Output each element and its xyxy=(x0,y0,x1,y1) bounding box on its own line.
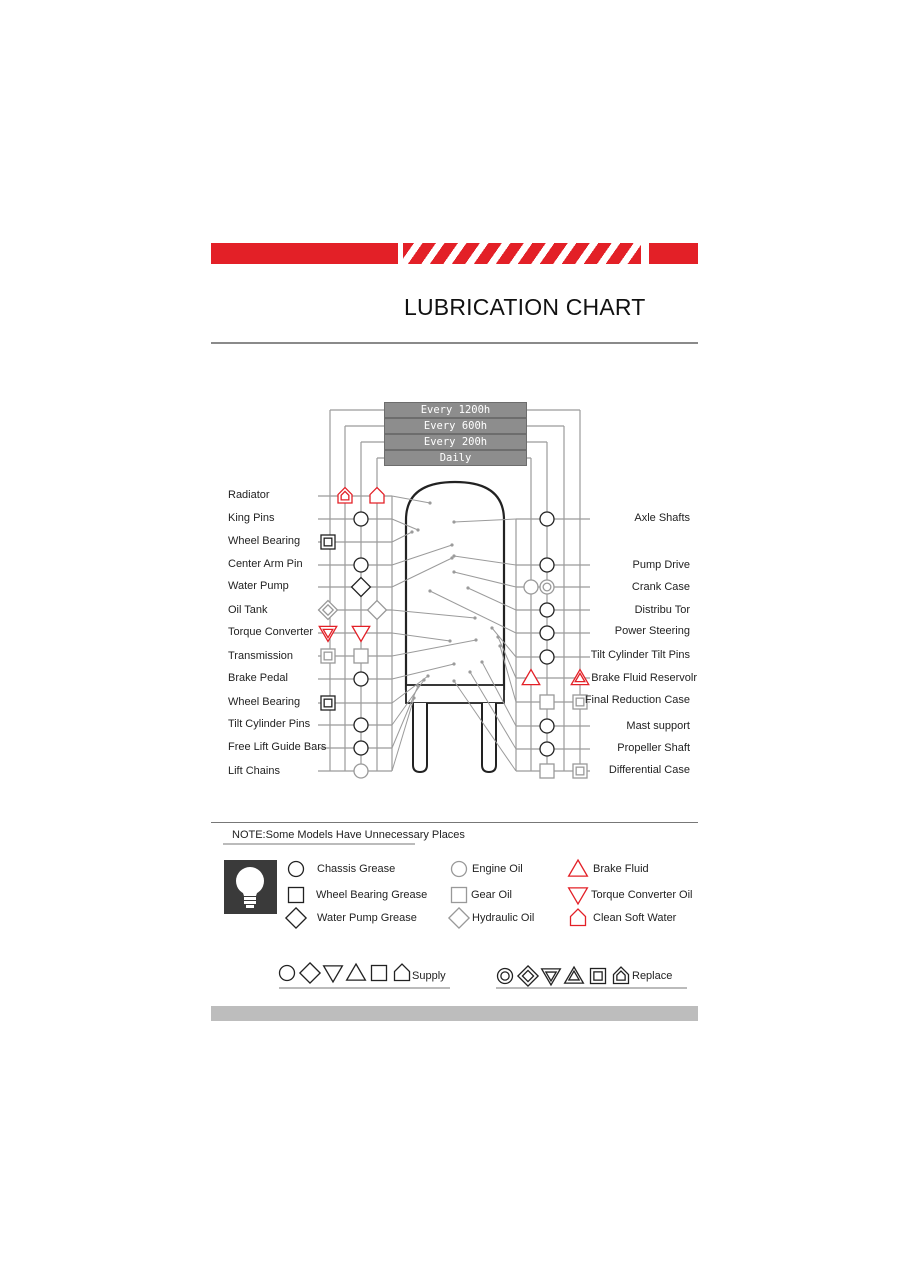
leader-dot-9 xyxy=(426,674,429,677)
chassis-grease-supply-symbol xyxy=(540,512,554,526)
right-label-axle-shafts: Axle Shafts xyxy=(634,512,690,524)
water-pump-grease-supply-symbol xyxy=(300,963,320,983)
brake-fluid-supply-symbol xyxy=(522,670,540,685)
legend-torque-converter-oil: Torque Converter Oil xyxy=(591,889,693,901)
left-label-center-arm-pin: Center Arm Pin xyxy=(228,558,303,570)
chassis-grease-supply-symbol xyxy=(289,862,304,877)
wheel-bearing-grease-replace-symbol xyxy=(321,535,335,549)
brake-fluid-supply-symbol xyxy=(347,964,366,980)
leader-dot-16 xyxy=(466,586,469,589)
hydraulic-oil-supply-symbol xyxy=(449,908,469,928)
supply-label: Supply xyxy=(412,970,446,982)
hydraulic-oil-replace-symbol xyxy=(319,601,338,620)
chassis-grease-replace-symbol xyxy=(498,969,513,984)
gear-oil-supply-symbol xyxy=(354,649,368,663)
right-label-crank-case: Crank Case xyxy=(631,581,690,593)
leader-dot-1 xyxy=(416,528,419,531)
leader-dot-23 xyxy=(452,679,455,682)
leader-dot-19 xyxy=(496,635,499,638)
note-divider xyxy=(211,822,698,823)
wheel-bearing-grease-supply-symbol xyxy=(372,966,387,981)
right-label-mast-support: Mast support xyxy=(626,720,690,732)
lightbulb-icon xyxy=(224,860,277,914)
left-label-free-lift-guide-bars: Free Lift Guide Bars xyxy=(228,741,327,753)
leader-dot-3 xyxy=(450,543,453,546)
truck-body xyxy=(406,482,504,690)
gear-oil-replace-symbol xyxy=(573,764,587,778)
chassis-grease-supply-symbol xyxy=(540,650,554,664)
right-label-distributor: Distribu Tor xyxy=(634,604,690,616)
chassis-grease-supply-symbol xyxy=(540,742,554,756)
leader-dot-8 xyxy=(452,662,455,665)
chassis-grease-supply-symbol xyxy=(540,719,554,733)
note-text: NOTE:Some Models Have Unnecessary Places xyxy=(232,829,465,841)
chassis-grease-supply-symbol xyxy=(354,512,368,526)
chassis-grease-supply-symbol xyxy=(540,558,554,572)
right-label-tilt-cylinder-tilt-pins: Tilt Cylinder Tilt Pins xyxy=(590,649,690,661)
chassis-grease-supply-symbol xyxy=(280,966,295,981)
engine-oil-replace-symbol xyxy=(540,580,554,594)
left-label-wheel-bearing: Wheel Bearing xyxy=(228,535,301,547)
leader-dot-18 xyxy=(490,626,493,629)
legend-clean-soft-water: Clean Soft Water xyxy=(593,912,677,924)
brake-fluid-replace-symbol xyxy=(571,670,589,685)
leader-dot-15 xyxy=(452,570,455,573)
brake-fluid-supply-symbol xyxy=(569,860,588,876)
leader-dot-14 xyxy=(452,554,455,557)
legend-engine-oil: Engine Oil xyxy=(472,863,523,875)
engine-oil-supply-symbol xyxy=(452,862,467,877)
water-pump-grease-replace-symbol xyxy=(518,966,538,986)
interval-every-600h: Every 600h xyxy=(384,418,527,434)
left-label-radiator: Radiator xyxy=(228,489,270,501)
torque-converter-oil-replace-symbol xyxy=(319,626,337,641)
left-label-tilt-cylinder-pins: Tilt Cylinder Pins xyxy=(228,718,311,730)
right-label-final-reduction-case: Final Reduction Case xyxy=(584,694,690,706)
wheel-bearing-grease-replace-symbol xyxy=(591,969,606,984)
leader-dot-11 xyxy=(416,684,419,687)
truck-carriage xyxy=(406,685,504,703)
clean-soft-water-replace-symbol xyxy=(614,967,629,984)
engine-oil-supply-symbol xyxy=(524,580,538,594)
chassis-grease-supply-symbol xyxy=(354,558,368,572)
gear-oil-replace-symbol xyxy=(321,649,335,663)
leader-dot-22 xyxy=(468,670,471,673)
right-label-propeller-shaft: Propeller Shaft xyxy=(617,742,690,754)
wheel-bearing-grease-supply-symbol xyxy=(289,888,304,903)
legend-brake-fluid: Brake Fluid xyxy=(593,863,649,875)
legend-water-pump-grease: Water Pump Grease xyxy=(317,912,417,924)
chassis-grease-supply-symbol xyxy=(354,718,368,732)
wheel-bearing-grease-replace-symbol xyxy=(321,696,335,710)
engine-oil-supply-symbol xyxy=(354,764,368,778)
right-label-power-steering: Power Steering xyxy=(614,625,690,637)
leader-dot-7 xyxy=(474,638,477,641)
legend-wheel-bearing-grease: Wheel Bearing Grease xyxy=(316,889,428,901)
leader-dot-17 xyxy=(428,589,431,592)
leader-dot-12 xyxy=(412,696,415,699)
leader-dot-21 xyxy=(480,660,483,663)
right-label-pump-drive: Pump Drive xyxy=(632,559,690,571)
leader-dot-5 xyxy=(473,616,476,619)
left-label-king-pins: King Pins xyxy=(228,512,275,524)
torque-converter-oil-supply-symbol xyxy=(324,966,343,982)
chassis-grease-supply-symbol xyxy=(354,741,368,755)
hydraulic-oil-supply-symbol xyxy=(368,601,387,620)
legend-chassis-grease: Chassis Grease xyxy=(317,863,396,875)
interval-every-1200h: Every 1200h xyxy=(384,402,527,418)
left-label-wheel-bearing-2: Wheel Bearing xyxy=(228,696,301,708)
leader-dot-13 xyxy=(452,520,455,523)
clean-soft-water-supply-symbol xyxy=(395,964,410,981)
chassis-grease-supply-symbol xyxy=(354,672,368,686)
leader-dot-0 xyxy=(428,501,431,504)
water-pump-grease-supply-symbol xyxy=(352,578,371,597)
water-pump-grease-supply-symbol xyxy=(286,908,306,928)
left-label-lift-chains: Lift Chains xyxy=(228,765,280,777)
footer-bar xyxy=(211,1006,698,1021)
chassis-grease-supply-symbol xyxy=(540,626,554,640)
clean-soft-water-replace-symbol xyxy=(338,488,352,503)
leader-dot-2 xyxy=(410,530,413,533)
truck-fork-right xyxy=(482,703,496,772)
interval-daily: Daily xyxy=(384,450,527,466)
brake-fluid-replace-symbol xyxy=(565,967,584,983)
replace-label: Replace xyxy=(632,970,673,982)
left-label-torque-converter: Torque Converter xyxy=(228,626,313,638)
left-label-oil-tank: Oil Tank xyxy=(228,604,268,616)
torque-converter-oil-replace-symbol xyxy=(542,969,561,985)
gear-oil-supply-symbol xyxy=(540,764,554,778)
gear-oil-supply-symbol xyxy=(540,695,554,709)
page-title: LUBRICATION CHART xyxy=(404,294,646,320)
left-label-transmission: Transmission xyxy=(228,650,293,662)
leader-dot-6 xyxy=(448,639,451,642)
left-label-brake-pedal: Brake Pedal xyxy=(228,672,288,684)
interval-every-200h: Every 200h xyxy=(384,434,527,450)
clean-soft-water-supply-symbol xyxy=(571,909,586,926)
legend-hydraulic-oil: Hydraulic Oil xyxy=(472,912,535,924)
torque-converter-oil-supply-symbol xyxy=(352,626,370,641)
legend-gear-oil: Gear Oil xyxy=(471,889,512,901)
left-label-water-pump: Water Pump xyxy=(228,580,289,592)
truck-fork-left xyxy=(413,703,427,772)
leader-dot-10 xyxy=(422,678,425,681)
right-label-brake-fluid-reservoir: Brake Fluid Reservolr xyxy=(591,672,697,684)
leader-dot-20 xyxy=(498,644,501,647)
chassis-grease-supply-symbol xyxy=(540,603,554,617)
gear-oil-supply-symbol xyxy=(452,888,467,903)
torque-converter-oil-supply-symbol xyxy=(569,888,588,904)
right-label-differential-case: Differential Case xyxy=(608,764,690,776)
clean-soft-water-supply-symbol xyxy=(370,488,384,503)
